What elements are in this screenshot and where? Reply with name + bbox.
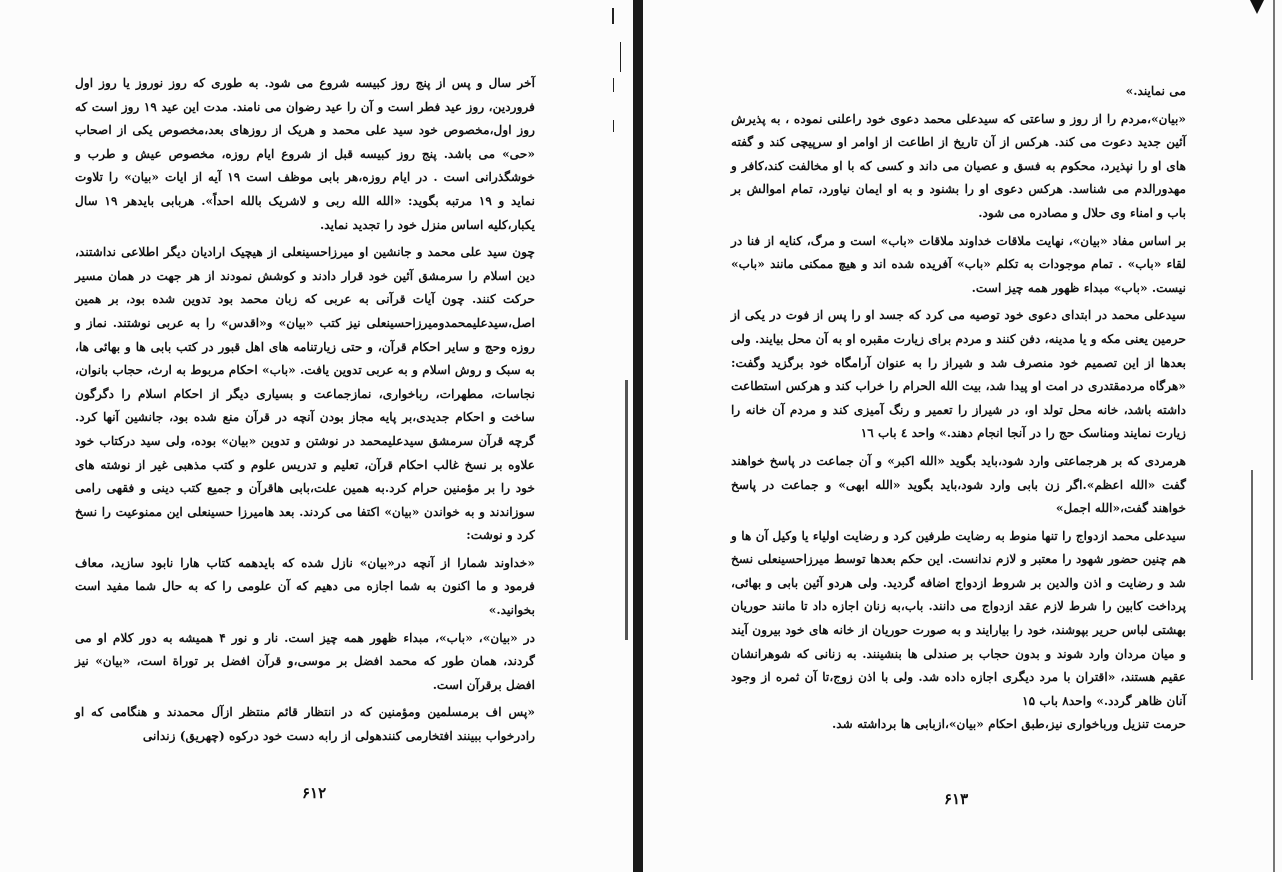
paragraph: در «بیان»، «باب»، مبداء ظهور همه چیز است. نار و نور ۴ همیشه به دور کلام او می گردند، همان طور که محمد افضل بر موسی،و قرآن افضل بر توراة است، «بیان» نیز افضل برقرآن است. xyxy=(75,630,536,692)
paragraph: سیدعلی محمد ازدواج را تنها منوط به رضایت طرفین کرد و رضایت اولیاء یا وکیل آن ها و هم چنین حضور شهود را معتبر و لازم ندانست. این حکم بعدها توسط میرزاحسینعلی نسخ شد و رضایت و اذن والدین بر شروط ازدواج اضافه گردید. ولی هردو آئین بابی و بهائی، پرداخت کابین را شرط لازم عقد ازدواج می دانند. باب،به زنان اجازه داد تا مانند حوریان بهشتی لباس حریر بپوشند، خود را بیارایند و به صورت حوریان از خانه های خود بیرون آیند و میان مردان وارد شوند و بدون حجاب بر صندلی ها بنشینند. به زنانی که شوهرانشان عقیم هستند، «اقتران با مرد دیگری اجازه داده شد. ولی با اذن زوج،تا آن ثمره از وجود آنان ظاهر گردد.» واحد۸ باب ۱۵ xyxy=(731,528,1186,708)
quote-paragraph: «خداوند شمارا از آنچه در«بیان» نازل شده که بایدهمه کتاب هارا نابود سازید، معاف فرمود و ما اکنون به شما اجازه می دهیم که آن علومی را که به حال شما مفید است بخوانید.» xyxy=(75,555,535,618)
right-page xyxy=(643,0,1282,872)
paragraph: سیدعلی محمد در ابتدای دعوی خود توصیه می کرد که جسد او را پس از فوت در یکی از حرمین یعنی مکه و یا مدینه، دفن کنند و مردم برای زیارت مقبره او به آن محل بیایند. ولی بعدها از این تصمیم خود منصرف شد و شیراز را به عنوان آرامگاه خود برگزید وگفت: «هرگاه مردمقتدری در امت او پیدا شد، بیت الله الحرام را خراب کند و هرکس استطاعت داشته باشد، خانه محل تولد او، در شیراز را تعمیر و رنگ آمیزی کند و مردم آن خانه را زیارت نمایند ومناسک حج را در آنجا انجام دهند.» واحد ٤ باب ١٦ xyxy=(731,308,1186,441)
left-page xyxy=(0,0,633,872)
scan-mark xyxy=(613,120,614,132)
scan-mark xyxy=(620,42,621,72)
paragraph: آخر سال و پس از پنج روز کبیسه شروع می شود. به طوری که روز نوروز یا روز اول فروردین، روز عید فطر است و آن را عید رضوان می نامند. مدت این عید ۱۹ روز است که روز اول،مخصوص خود سید علی محمد و هریک از روزهای بعد،مخصوص یکی از اصحاب «حی» می باشد. پنج روز کبیسه قبل از شروع ایام روزه، مخصوص عیش و طرب و خوشگذرانی است . در ایام روزه،هر بابی موظف است ۱۹ آیه از ایات «بیان» را تلاوت نماید و ۱۹ مرتبه بگوید: «الله الله ربی و لاشریک بالله احداً». هربابی بایدهر ۱۹ سال یکبار،کلیه اساس منزل خود را تجدید نماید. xyxy=(75,76,535,232)
corner-mark-icon xyxy=(1250,0,1264,14)
paragraph: می نمایند.» xyxy=(1125,84,1186,98)
right-page-text xyxy=(731,80,1186,737)
scan-mark xyxy=(613,78,614,92)
paragraph: چون سید علی محمد و جانشین او میرزاحسینعلی از هیچیک ارادیان دیگر اطلاعی نداشتند، دین اسلام را سرمشق آئین خود قرار دادند و کوشش نمودند از هر جهت در همان مسیر حرکت کنند. چون آیات قرآنی به عربی که زبان محمد بود تدوین شده بود، بر همین اصل،سیدعلیمحمدومیرزاحسینعلی نیز کتب «بیان» و«اقدس» را به عربی نوشتند. نماز و روزه وحج و سایر احکام قرآن، و حتی زیارتنامه های اهل قبور در کتب بابی ها و بهائی ها، به سبک و روش اسلام و به عربی تدوین یافت. «باب» احکام مربوط به ارث، حجاب بانوان، نجاسات، مطهرات، رباخواری، نمازجماعت و بسیاری دیگر از احکام اسلام را دگرگون ساخت و احکام جدیدی،بر پایه مجاز بودن آنچه در قرآن منع شده بود، جانشین آنها کرد. گرچه قرآن سرمشق سیدعلیمحمد در نوشتن و تدوین «بیان» بوده، ولی سید درکتاب خود علاوه بر نسخ غالب احکام قرآن، تعلیم و تدریس علوم و کتب مذهبی غیر از نوشته های خود را بر مؤمنین حرام کرد.به همین علت،بابی هاقرآن و جمیع کتب دینی و فقهی رامی سوزاندند و به خواندن «بیان» اکتفا می کردند. بعد هامیرزا حسینعلی این ممنوعیت را نسخ کرد و نوشت: xyxy=(75,245,535,543)
paragraph: حرمت تنزیل ورباخواری نیز،طبق احکام «بیان»،ازبابی ها برداشته شد. xyxy=(832,717,1186,732)
page-shadow xyxy=(1251,470,1253,680)
page-number: ۶۱۲ xyxy=(302,784,327,802)
paragraph: بر اساس مفاد «بیان»، نهایت ملاقات خداوند ملاقات «باب» است و مرگ، کنایه از فنا در لقاء «باب» . تمام موجودات به تکلم «باب» آفریده شده اند و هیچ ممکنی مانند «باب» نیست. «باب» مبداء ظهور همه چیز است. xyxy=(731,233,1186,295)
quote-paragraph: «پس اف برمسلمین ومؤمنین که در انتظار قائم منتظر ازآل محمدند و هنگامی که او رادرخواب ببینند افتخارمی کنندهولی از رابه دست خود درکوه (چهریق) زندانی xyxy=(75,705,535,744)
page-shadow xyxy=(625,380,628,640)
page-edge xyxy=(1273,0,1275,872)
paragraph: «بیان»،مردم را از روز و ساعتی که سیدعلی محمد دعوی خود راعلنی نموده ، به پذیرش آئین جدید دعوت می کند. هرکس از آن تاریخ از اطاعت از اوامر او سرپیچی کند و گفته های او را نپذیرد، محکوم به فسق و عصیان می داند و کسی که با او مخالفت کند،کافر و مهدورالدم می شناسد. هرکس دعوی او را بشنود و به او ایمان نیاورد، تمام اموالش بر باب و امناء وی حلال و مصادره می شود. xyxy=(731,111,1186,220)
page-number: ۶۱۳ xyxy=(944,790,969,808)
book-spine xyxy=(633,0,643,872)
scan-mark xyxy=(612,8,614,24)
paragraph: هرمردی که بر هرجماعتی وارد شود،باید بگوید «الله اکبر» و آن جماعت در پاسخ خواهند گفت «الله اعظم».اگر زن بابی وارد شود،باید بگوید «الله ابهی» و جماعت در پاسخ خواهند گفت،«الله اجمل» xyxy=(731,453,1186,516)
left-page-text xyxy=(75,72,535,749)
